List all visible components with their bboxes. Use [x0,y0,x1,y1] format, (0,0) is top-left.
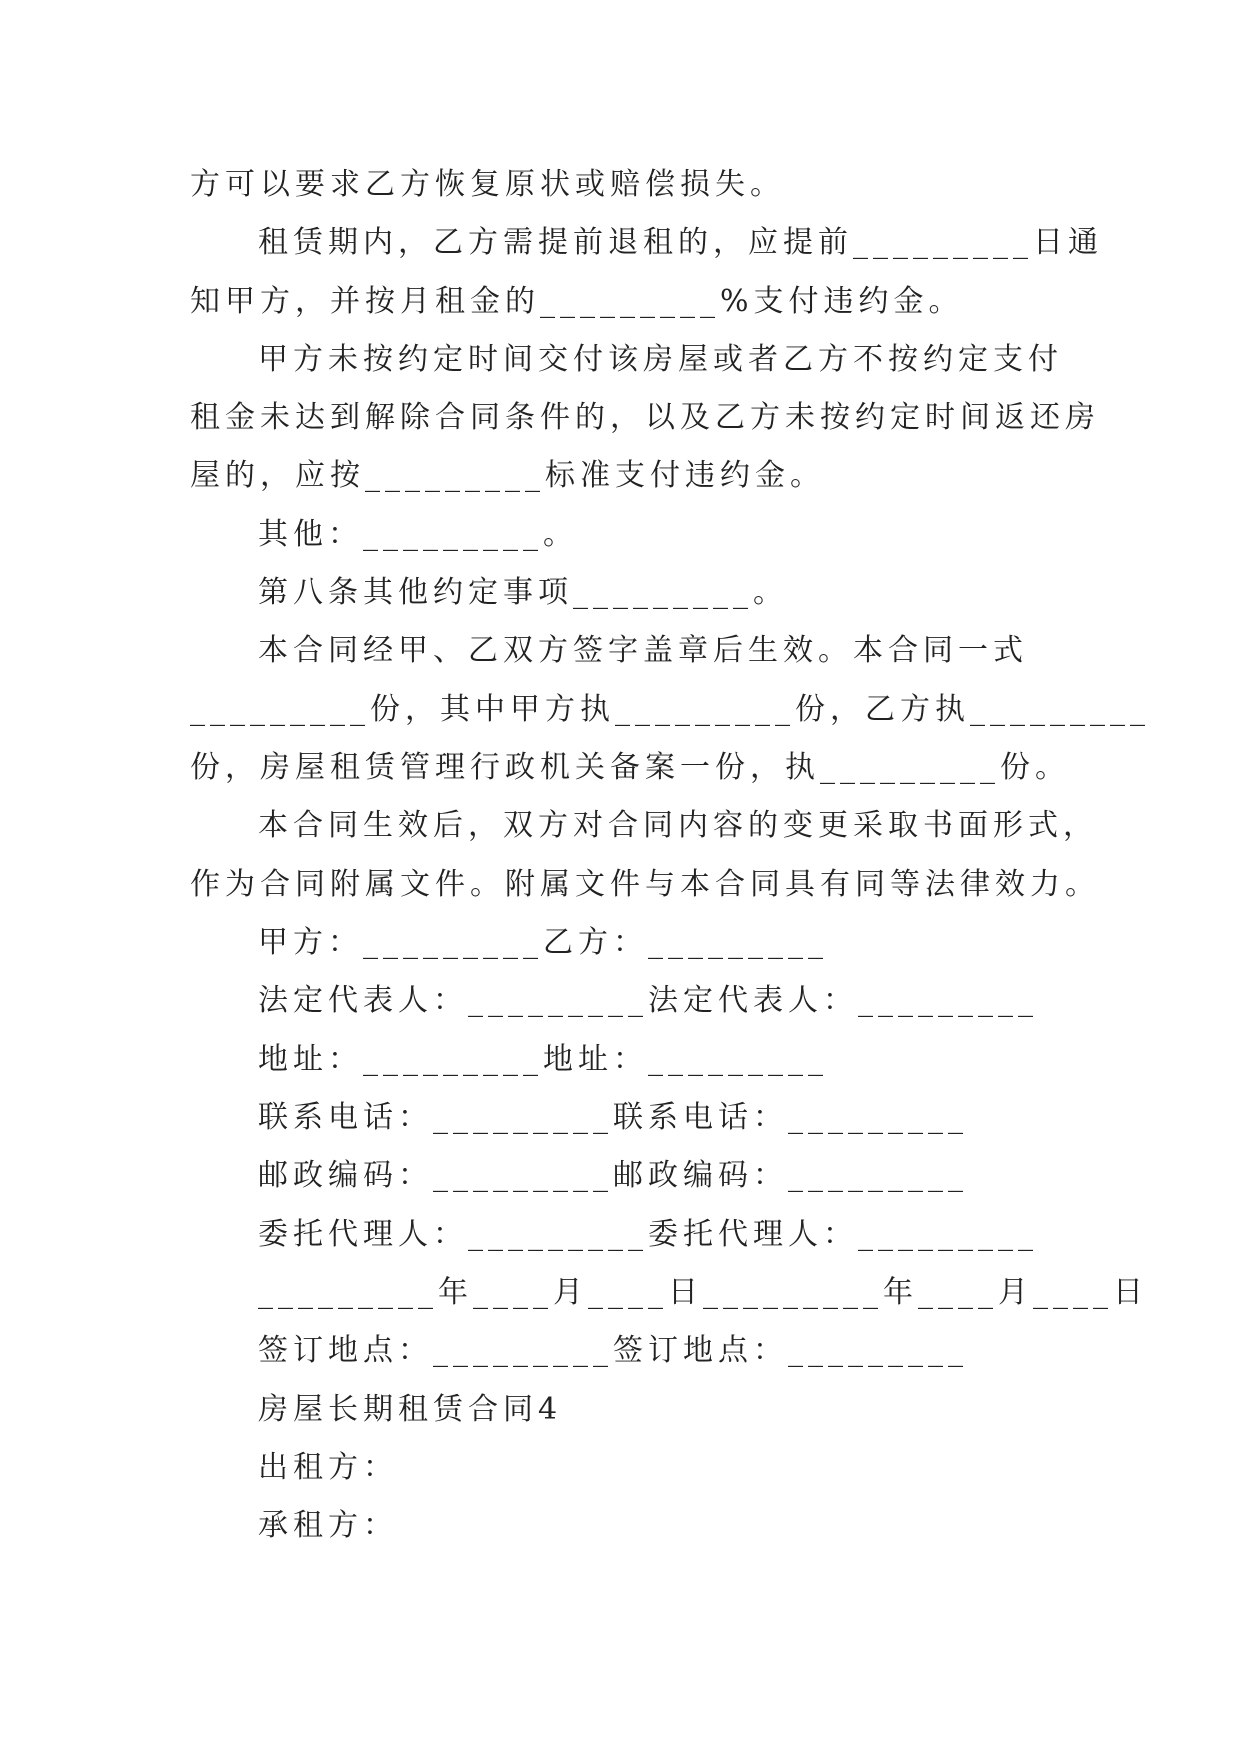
paragraph-line: 租金未达到解除合同条件的，以及乙方未按约定时间返还房 [190,400,1100,435]
signature-field-line: 签订地点：_________签订地点：_________ [258,1333,968,1368]
paragraph-line: 屋的，应按_________标准支付违约金。 [190,458,825,493]
paragraph-line: 其他：_________。 [258,517,578,552]
paragraph-line: _________份，其中甲方执_________份，乙方执_________ [190,692,1150,727]
paragraph-line: 本合同经甲、乙双方签字盖章后生效。本合同一式 [258,633,1028,668]
document-title: 房屋长期租赁合同4 [258,1392,563,1427]
party-field-line: 承租方： [258,1508,398,1543]
signature-field-line: 联系电话：_________联系电话：_________ [258,1100,968,1135]
paragraph-line: 作为合同附属文件。附属文件与本合同具有同等法律效力。 [190,867,1100,902]
signature-field-line: 地址：_________地址：_________ [258,1042,828,1077]
paragraph-line: 份，房屋租赁管理行政机关备案一份，执_________份。 [190,750,1070,785]
paragraph-line: 方可以要求乙方恢复原状或赔偿损失。 [190,167,785,202]
signature-field-line: 甲方：_________乙方：_________ [258,925,828,960]
section-heading: 第八条其他约定事项_________。 [258,575,788,610]
paragraph-line: 租赁期内，乙方需提前退租的，应提前_________日通 [258,225,1103,260]
party-field-line: 出租方： [258,1450,398,1485]
signature-field-line: 邮政编码：_________邮政编码：_________ [258,1158,968,1193]
paragraph-line: 知甲方，并按月租金的_________%支付违约金。 [190,284,964,319]
signature-field-line: 法定代表人：_________法定代表人：_________ [258,983,1038,1018]
signature-field-line: 委托代理人：_________委托代理人：_________ [258,1217,1038,1252]
date-field-line: _________年____月____日_________年____月____日 [258,1275,1148,1310]
paragraph-line: 甲方未按约定时间交付该房屋或者乙方不按约定支付 [258,342,1063,377]
paragraph-line: 本合同生效后，双方对合同内容的变更采取书面形式， [258,808,1098,843]
